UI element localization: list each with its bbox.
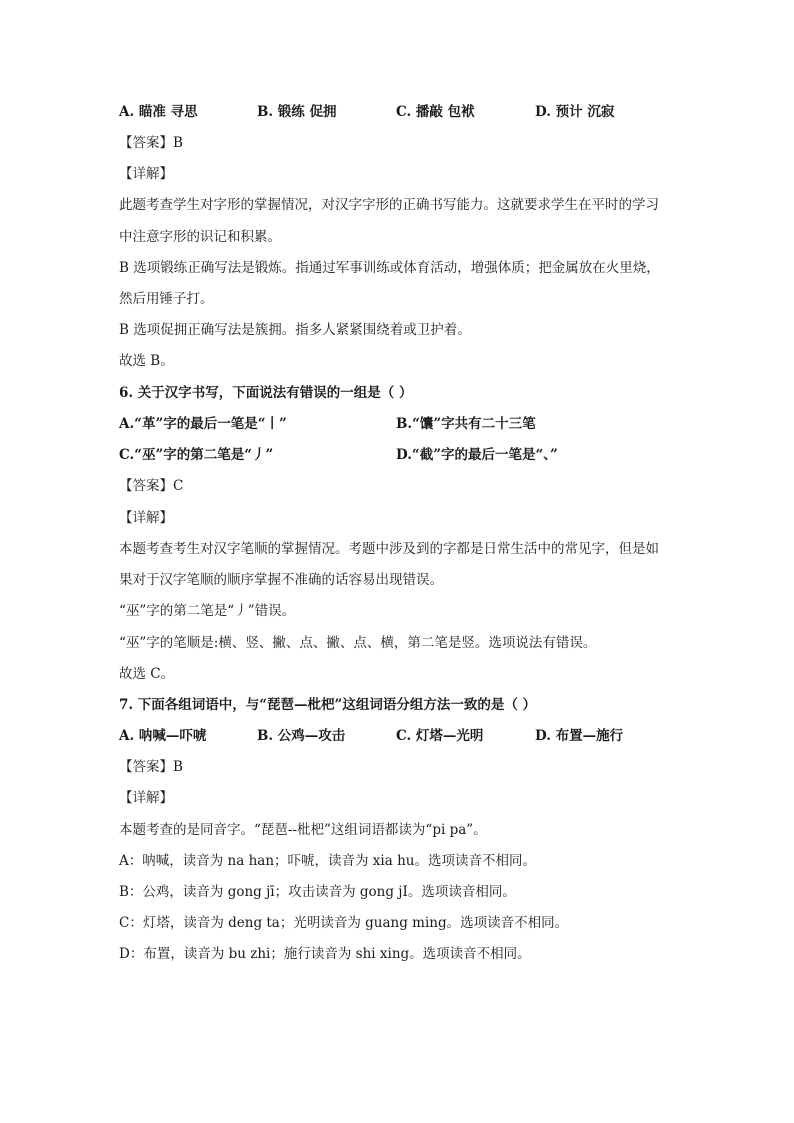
q5-detail-line: 此题考查学生对字形的掌握情况，对汉字字形的正确书写能力。这就要求学生在平时的学习 bbox=[119, 197, 659, 213]
q5-option-c: C. 播敲 包袱 bbox=[396, 104, 475, 120]
q7-detail-line: A：呐喊，读音为 na han；吓唬，读音为 xia hu。选项读音不相同。 bbox=[119, 853, 536, 869]
q7-detail-line: 本题考查的是同音字。“琵琶--枇杷”这组词语都读为“pi pa”。 bbox=[119, 822, 487, 838]
q7-detail-line: C：灯塔，读音为 deng ta；光明读音为 guang ming。选项读音不相同。 bbox=[119, 915, 569, 931]
q5-option-d: D. 预计 沉寂 bbox=[535, 104, 615, 120]
q6-option-d: D.“截”字的最后一笔是“、” bbox=[396, 447, 558, 463]
q6-detail-line: 果对于汉字笔顺的顺序掌握不准确的话容易出现错误。 bbox=[119, 572, 443, 588]
q5-detail-line: 故选 B。 bbox=[119, 353, 174, 369]
q6-options-row-2 bbox=[119, 445, 639, 465]
q5-detail-line: B 选项促拥正确写法是簇拥。指多人紧紧围绕着或卫护着。 bbox=[119, 322, 471, 338]
q6-detail-line: 故选 C。 bbox=[119, 666, 175, 682]
q7-detail-line: D：布置，读音为 bu zhi；施行读音为 shi xing。选项读音不相同。 bbox=[119, 946, 531, 962]
q5-detail-heading: 【详解】 bbox=[119, 166, 173, 182]
q6-stem: 6. 关于汉字书写，下面说法有错误的一组是（ ） bbox=[119, 385, 413, 401]
q7-option-c: C. 灯塔—光明 bbox=[396, 728, 484, 744]
q6-option-a: A.“革”字的最后一笔是“丨” bbox=[119, 416, 287, 432]
q6-option-b: B.“馕”字共有二十三笔 bbox=[396, 416, 536, 432]
q5-answer: 【答案】B bbox=[119, 135, 183, 151]
q5-detail-line: B 选项锻练正确写法是锻炼。指通过军事训练或体育活动，增强体质；把金属放在火里烧， bbox=[119, 260, 660, 276]
q5-detail-line: 中注意字形的识记和积累。 bbox=[119, 229, 281, 245]
q7-option-a: A. 呐喊—吓唬 bbox=[119, 728, 207, 744]
q6-answer: 【答案】C bbox=[119, 478, 184, 494]
q7-detail-line: B：公鸡，读音为 gong jī；攻击读音为 gong jI。选项读音相同。 bbox=[119, 884, 516, 900]
q5-detail-line: 然后用锤子打。 bbox=[119, 291, 214, 307]
q7-option-b: B. 公鸡—攻击 bbox=[257, 728, 346, 744]
q7-detail-heading: 【详解】 bbox=[119, 790, 173, 806]
q7-answer: 【答案】B bbox=[119, 759, 183, 775]
q7-options-row bbox=[119, 726, 659, 746]
q6-detail-line: “巫”字的笔顺是:横、竖、撇、点、撇、点、横，第二笔是竖。选项说法有错误。 bbox=[119, 635, 597, 651]
q6-detail-heading: 【详解】 bbox=[119, 510, 173, 526]
q5-options-row bbox=[119, 102, 679, 122]
q6-detail-line: “巫”字的第二笔是“丿”错误。 bbox=[119, 603, 296, 619]
q7-option-d: D. 布置—施行 bbox=[535, 728, 624, 744]
q5-option-a: A. 瞄准 寻思 bbox=[119, 104, 198, 120]
q6-option-c: C.“巫”字的第二笔是“丿” bbox=[119, 447, 274, 463]
q6-detail-line: 本题考查考生对汉字笔顺的掌握情况。考题中涉及到的字都是日常生活中的常见字，但是如 bbox=[119, 541, 659, 557]
q5-option-b: B. 锻练 促拥 bbox=[257, 104, 337, 120]
q6-options-row-1 bbox=[119, 414, 639, 434]
q7-stem: 7. 下面各组词语中，与“琵琶—枇杷”这组词语分组方法一致的是（ ） bbox=[119, 697, 537, 713]
